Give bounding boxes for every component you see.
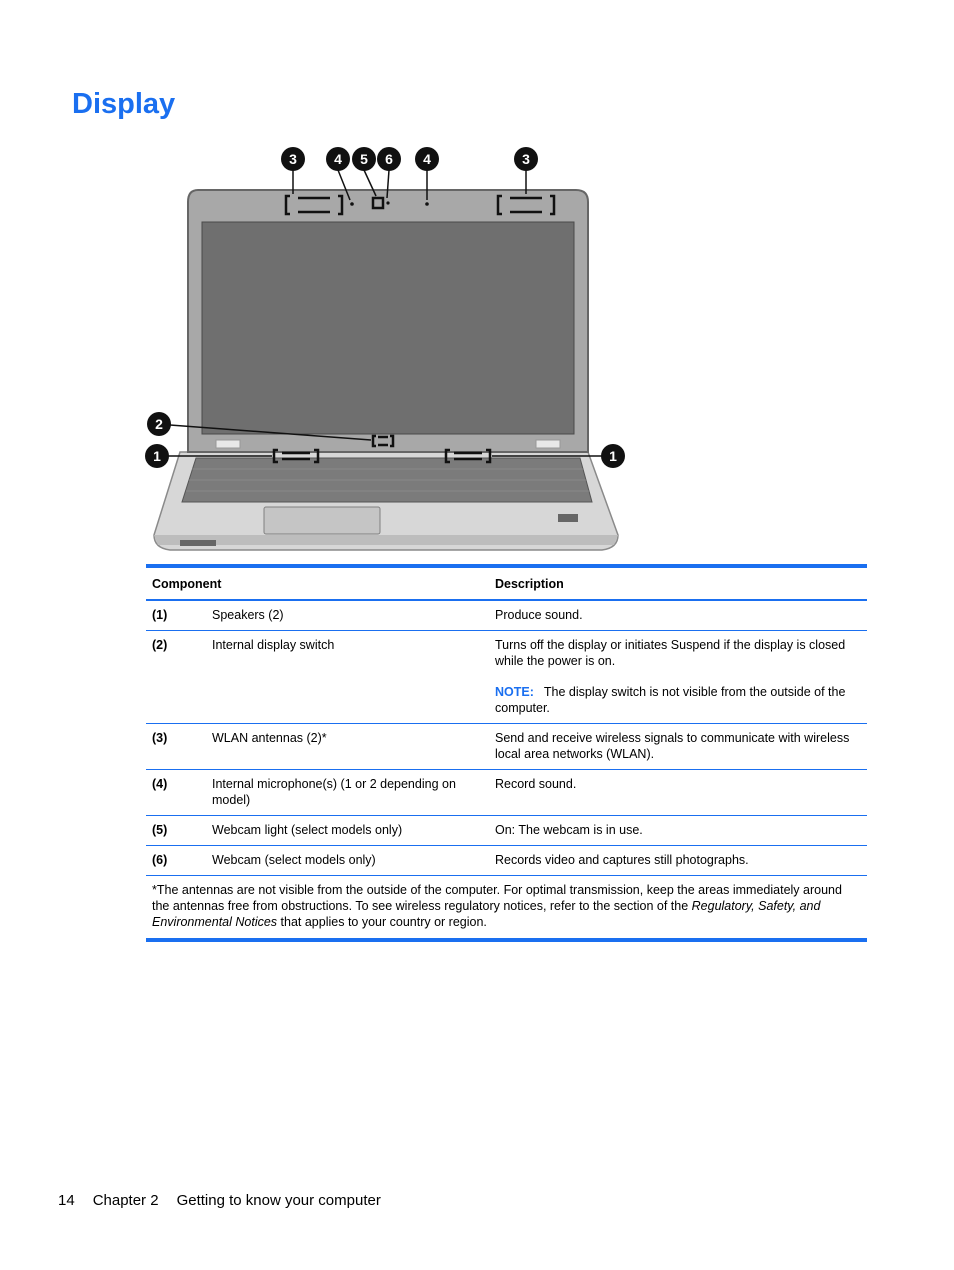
table-header-row [146, 566, 867, 600]
row-number: (4) [146, 770, 206, 816]
callout-3-left [281, 147, 305, 171]
callout-3-right [514, 147, 538, 171]
page-title: Display [72, 88, 176, 120]
row-description: Produce sound. [489, 600, 867, 631]
row-number: (5) [146, 816, 206, 846]
header-description: Description [489, 566, 867, 600]
svg-text:4: 4 [423, 151, 431, 167]
callout-1-left [145, 444, 169, 468]
table-row [146, 724, 867, 770]
svg-text:6: 6 [385, 151, 393, 167]
row-component: Webcam light (select models only) [206, 816, 489, 846]
row-description: On: The webcam is in use. [489, 816, 867, 846]
footnote-italic: Regulatory, Safety, and Environmental Notices [152, 899, 821, 929]
svg-text:3: 3 [289, 151, 297, 167]
svg-text:4: 4 [334, 151, 342, 167]
callout-4-left [326, 147, 350, 171]
svg-text:3: 3 [522, 151, 530, 167]
callout-5 [352, 147, 376, 171]
chapter-title: Getting to know your computer [176, 1192, 381, 1209]
table-row [146, 631, 867, 724]
callout-2 [147, 412, 171, 436]
callout-4-right [415, 147, 439, 171]
header-component: Component [146, 566, 489, 600]
row-component: Internal microphone(s) (1 or 2 depending on model) [206, 770, 489, 816]
row-number: (1) [146, 600, 206, 631]
page-footer [58, 1192, 399, 1209]
row-component: Webcam (select models only) [206, 846, 489, 876]
row-description: Records video and captures still photographs. [489, 846, 867, 876]
row-description-cell [489, 631, 867, 724]
row-component: Internal display switch [206, 631, 489, 724]
table-footnote-row [146, 876, 867, 941]
page-number: 14 [58, 1192, 75, 1209]
footnote-text-end: that applies to your country or region. [277, 915, 487, 929]
callout-6 [377, 147, 401, 171]
footnote [146, 876, 867, 941]
component-table [146, 564, 867, 942]
row-number: (2) [146, 631, 206, 724]
row-number: (6) [146, 846, 206, 876]
note [495, 684, 861, 716]
callout-1-right [601, 444, 625, 468]
svg-text:1: 1 [609, 448, 617, 464]
row-component: Speakers (2) [206, 600, 489, 631]
chapter-label: Chapter 2 [92, 1192, 159, 1209]
table-row [146, 770, 867, 816]
table-row [146, 846, 867, 876]
note-label: NOTE: [495, 685, 534, 699]
footnote-text: *The antennas are not visible from the outside of the computer. For optimal transmission, keep the areas immediately around the antennas free from obstructions. To see wireless regulatory notices, refer to the section of the [152, 883, 842, 913]
svg-text:5: 5 [360, 151, 368, 167]
note-text: The display switch is not visible from the outside of the computer. [495, 685, 846, 715]
laptop-display-illustration [140, 140, 640, 560]
table-row [146, 816, 867, 846]
svg-text:2: 2 [155, 416, 163, 432]
svg-text:1: 1 [153, 448, 161, 464]
row-description: Send and receive wireless signals to communicate with wireless local area networks (WLAN). [489, 724, 867, 770]
row-number: (3) [146, 724, 206, 770]
table-row [146, 600, 867, 631]
row-component: WLAN antennas (2)* [206, 724, 489, 770]
row-description: Turns off the display or initiates Suspend if the display is closed while the power is on. [495, 638, 846, 668]
row-description: Record sound. [489, 770, 867, 816]
